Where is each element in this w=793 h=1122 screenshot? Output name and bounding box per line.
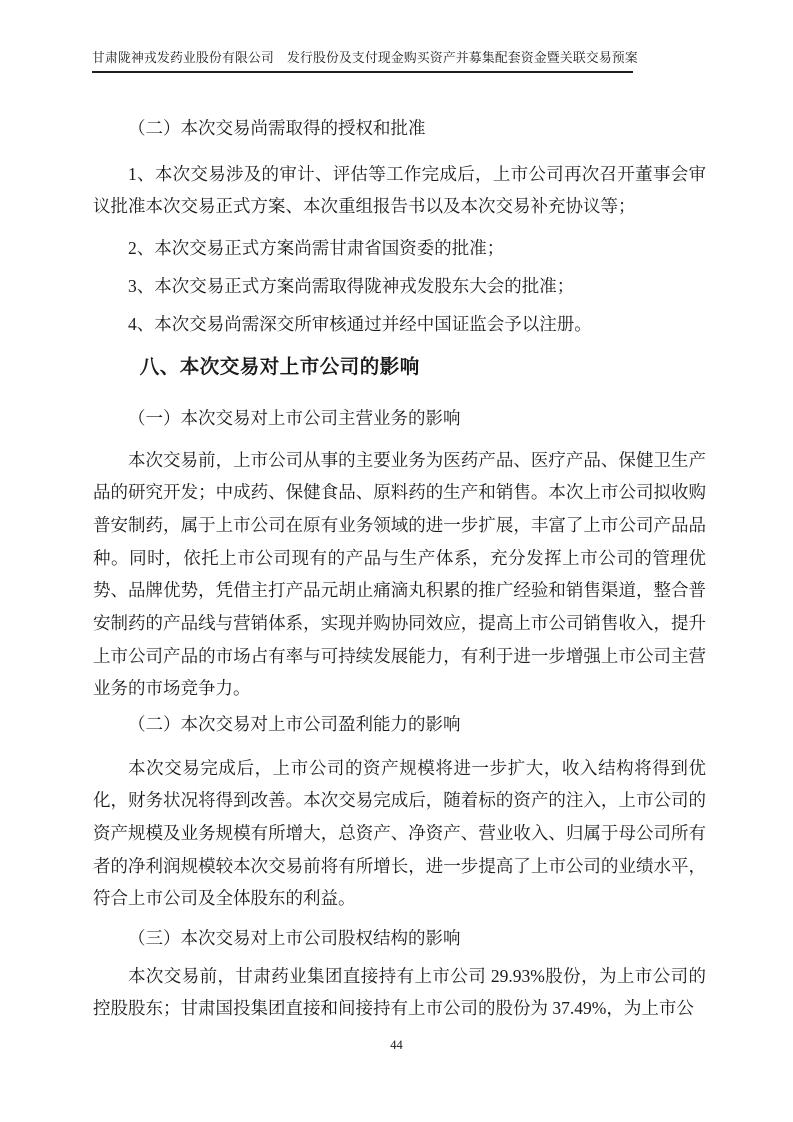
subsection-heading-authorizations: （二）本次交易尚需取得的授权和批准: [128, 117, 426, 138]
paragraph-main-business-impact: 本次交易前，上市公司从事的主要业务为医药产品、医疗产品、保健卫生产品的研究开发；中成药、保健食品、原料药的生产和销售。本次上市公司拟收购普安制药，属于上市公司在原有业务领域的进一步扩展，丰富了上市公司产品品种。同时，依托上市公司现有的产品与生产体系，充分发挥上市公司的管理优势、品牌优势，凭借主打产品元胡止痛滴丸积累的推广经验和销售渠道，整合普安制药的产品线与营销体系，实现并购协同效应，提高上市公司销售收入，提升上市公司产品的市场占有率与可持续发展能力，有利于进一步增强上市公司主营业务的市场竞争力。: [93, 449, 706, 699]
numbered-item-2: 2、本次交易正式方案尚需甘肃省国资委的批准；: [128, 237, 505, 258]
paragraph-profitability-impact: 本次交易完成后，上市公司的资产规模将进一步扩大，收入结构将得到优化，财务状况将得到改善。本次交易完成后，随着标的资产的注入，上市公司的资产规模及业务规模有所增大，总资产、净资产、营业收入、归属于母公司所有者的净利润规模较本次交易前将有所增长，进一步提高了上市公司的业绩水平，符合上市公司及全体股东的利益。: [93, 757, 706, 909]
numbered-item-4: 4、本次交易尚需深交所审核通过并经中国证监会予以注册。: [128, 313, 592, 334]
subsection-heading-equity-structure-impact: （三）本次交易对上市公司股权结构的影响: [128, 927, 461, 948]
paragraph-equity-structure-impact: 本次交易前，甘肃药业集团直接持有上市公司 29.93%股份，为上市公司的控股股东；甘肃国投集团直接和间接持有上市公司的股份为 37.49%，为上市公: [93, 965, 706, 1019]
page-header: 甘肃陇神戎发药业股份有限公司 发行股份及支付现金购买资产并募集配套资金暨关联交易预案: [92, 50, 633, 73]
subsection-heading-main-business-impact: （一）本次交易对上市公司主营业务的影响: [128, 407, 461, 428]
subsection-heading-profitability-impact: （二）本次交易对上市公司盈利能力的影响: [128, 713, 461, 734]
numbered-item-1: 1、本次交易涉及的审计、评估等工作完成后，上市公司再次召开董事会审议批准本次交易正式方案、本次重组报告书以及本次交易补充协议等；: [93, 163, 706, 217]
page-number: 44: [390, 1038, 403, 1052]
chapter-heading-impact-on-listed-company: 八、本次交易对上市公司的影响: [139, 356, 420, 379]
numbered-item-3: 3、本次交易正式方案尚需取得陇神戎发股东大会的批准；: [128, 275, 575, 296]
